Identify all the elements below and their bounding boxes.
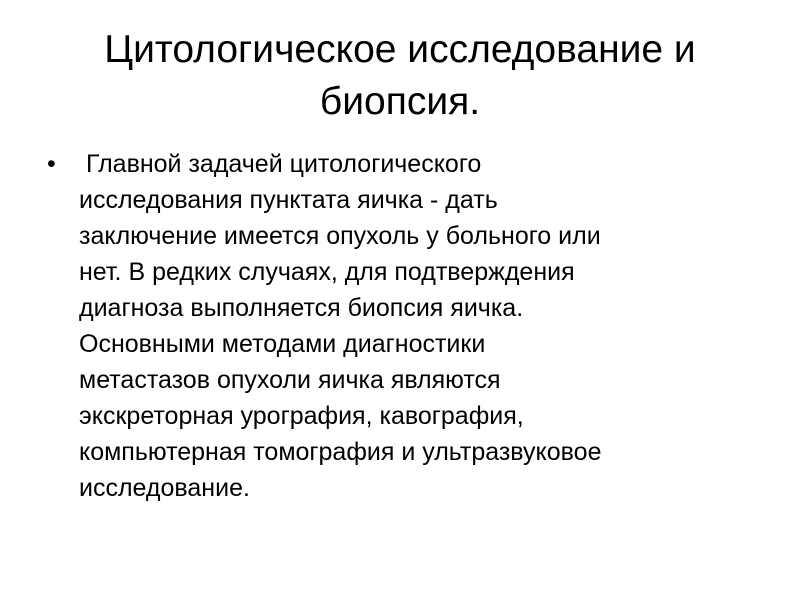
bullet-text-line: Основными методами диагностики: [79, 330, 486, 358]
bullet-text-line: заключение имеется опухоль у больного или: [79, 222, 601, 250]
bullet-text-line: метастазов опухоли яичка являются: [79, 366, 501, 394]
bullet-text: [79, 146, 779, 506]
bullet-text-line: исследования пунктата яичка - дать: [79, 186, 498, 214]
bullet-text-line: диагноза выполняется биопсия яичка.: [79, 294, 524, 322]
bullet-text-line: компьютерная томография и ультразвуковое: [79, 438, 602, 466]
slide-title-line: биопсия.: [319, 80, 481, 123]
slide-title-line: Цитологическое исследование и: [104, 28, 696, 71]
bullet-text-line: исследование.: [79, 474, 250, 502]
bullet-text-line: нет. В редких случаях, для подтверждения: [79, 258, 575, 286]
bullet-text-line: экскреторная урография, кавография,: [79, 402, 524, 430]
bullet-text-line: Главной задачей цитологического: [79, 150, 482, 178]
slide-title: [20, 24, 780, 128]
bullet-marker: •: [47, 150, 56, 178]
